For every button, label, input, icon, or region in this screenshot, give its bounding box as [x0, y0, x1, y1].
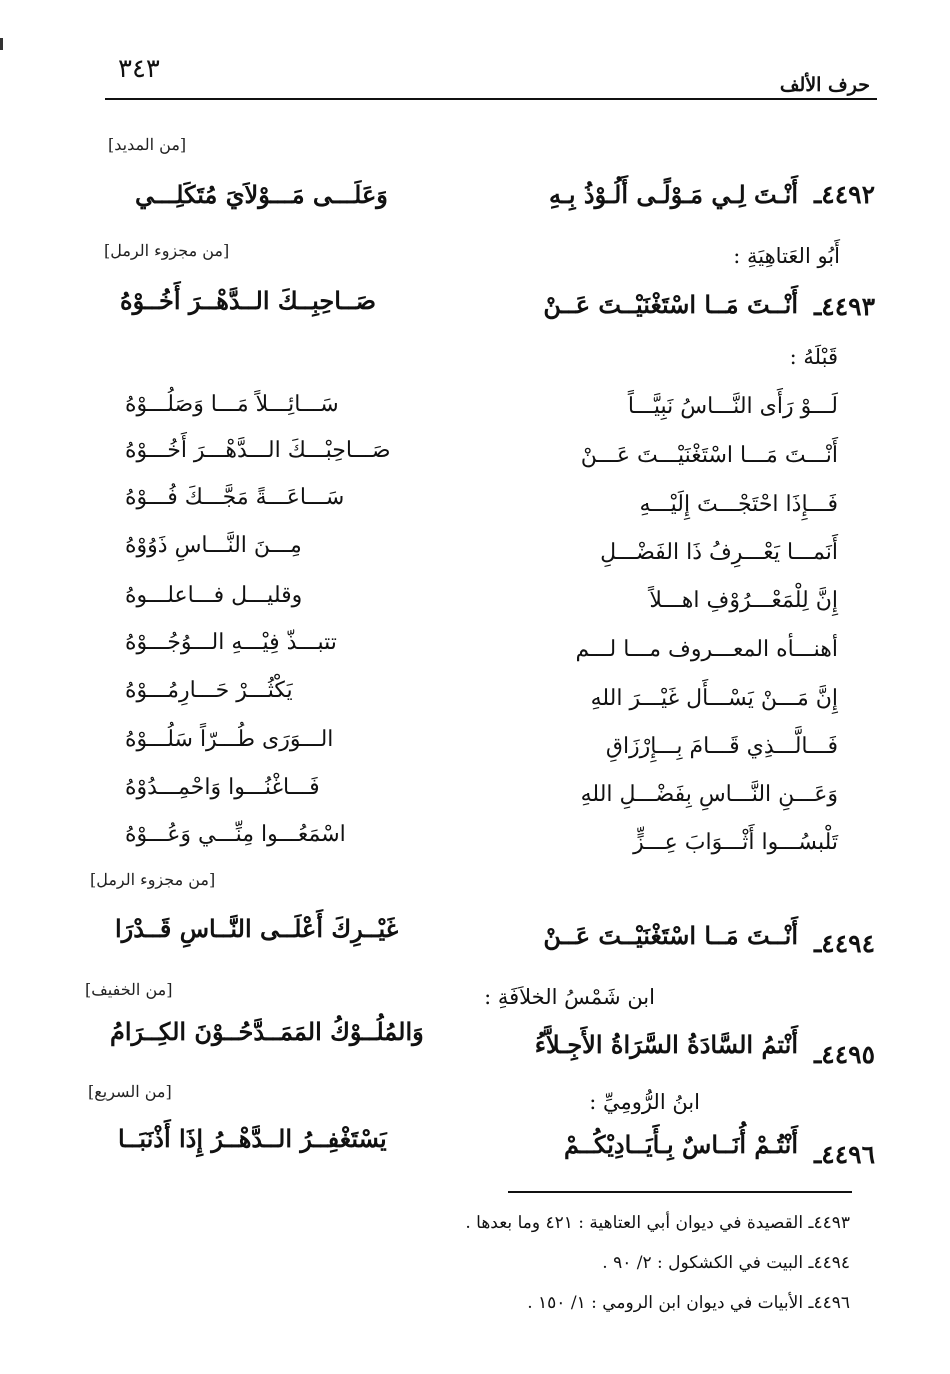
footnote-rule	[508, 1191, 852, 1193]
meter-label: [من المديد]	[108, 135, 187, 154]
section-title: حرف الألف	[779, 74, 870, 96]
poem-line-right: أَنْـــتَ مَـــا اسْتَغْنَيْـــتَ عَـــنْ	[580, 443, 838, 468]
verse-number: ٤٤٩٣ـ	[813, 292, 875, 321]
poem-line-left: صَـــاحِبْـــكَ الـــدَّهْـــرَ أَخُـــوْهُ	[125, 438, 391, 463]
poet-name: ابنُ الرُّومِيِّ :	[589, 1090, 700, 1114]
poem-line-left: اسْمَعُـــوا مِنِّـــي وَعُـــوْهُ	[125, 822, 346, 847]
poem-line-left: مِـــنَ النَّـــاسِ ذَوُوْهُ	[125, 533, 302, 558]
verse-number: ٤٤٩٤ـ	[813, 929, 875, 958]
footnote: ٤٤٩٣ـ القصيدة في ديوان أبي العتاهية : ٤٢١ وما بعدها .	[465, 1213, 850, 1233]
hemistich-right: أَنْــتَ مَــا اسْتَغْنَيْــتَ عَــنْ	[543, 921, 798, 950]
hemistich-right: أَنْتمُ السَّادَةُ السَّرَاةُ الأَجِـلاَّءُ	[534, 1030, 798, 1059]
poem-line-right: لَـــوْ رَأَى النَّـــاسُ نَبِيَّـــاً	[627, 394, 838, 419]
poem-line-left: يَكْثُـــرْ حَـــارِمُـــوْهُ	[125, 678, 293, 703]
poem-line-left: وقليـــل فـــاعلـــوهُ	[125, 583, 303, 608]
footnote: ٤٤٩٤ـ البيت في الكشكول : ٢/ ٩٠ .	[602, 1253, 850, 1273]
verse-number: ٤٤٩٦ـ	[813, 1140, 875, 1169]
meter-label: [من الخفيف]	[85, 980, 173, 999]
poem-line-right: تَلْبسُـــوا أَثْـــوَابَ عِـــزٍّ	[633, 830, 838, 855]
poem-line-right: أهنـــأه المعـــروف مـــا لـــم	[575, 637, 838, 662]
scan-edge-mark	[0, 38, 3, 50]
footnote: ٤٤٩٦ـ الأبيات في ديوان ابن الرومي : ١/ ١٥٠ .	[527, 1293, 850, 1313]
header-rule	[105, 98, 877, 100]
poem-line-right: فَـــإِذَا احْتَجْـــتَ إِلَيْـــهِ	[639, 492, 838, 517]
hemistich-left: غَيْــرِكَ أَعْلَــى النَّــاسِ قَــدْرَا	[115, 914, 399, 943]
poet-name: أَبُو العَتاهِيَةِ :	[733, 244, 840, 268]
verse-number: ٤٤٩٢ـ	[813, 180, 875, 209]
poem-line-right: إِنَّ لِلْمَعْـــرُوْفِ اهـــلاً	[649, 588, 838, 613]
meter-label: [من مجزوء الرمل]	[90, 870, 216, 889]
poem-line-left: تتبـــذّ فِيْـــهِ الـــوُجُـــوْهُ	[125, 630, 337, 655]
hemistich-left: صَــاحِبِــكَ الــدَّهْــرَ أَخُــوْهُ	[120, 286, 376, 315]
qablahu-label: قَبْلَهُ :	[789, 345, 838, 369]
hemistich-left: يَسْتَغْفِــرُ الــدَّهْــرُ إِذَا أَذْنَبَــا	[118, 1124, 387, 1153]
hemistich-right: أَنْتُـمْ أُنَــاسٌ بِـأَيَــادِيْكُــمْ	[563, 1130, 798, 1159]
poem-line-left: سَـــاعَـــةً مَجَّـــكَ فُـــوْهُ	[125, 485, 345, 510]
hemistich-left: وَعَلَـــى مَـــوْلاَيَ مُتَكَلِـــي	[135, 180, 388, 209]
poem-line-left: سَـــائِـــلاً مَـــا وَصَلُـــوْهُ	[125, 392, 339, 417]
page-number: ٣٤٣	[118, 54, 160, 84]
hemistich-right: أَنْــتَ مَــا اسْتَغْنَيْــتَ عَــنْ	[543, 290, 798, 319]
hemistich-left: وَالمُلُــوْكُ المَمَــدَّحُــوْنَ الكِــرَامُ	[110, 1017, 424, 1046]
meter-label: [من مجزوء الرمل]	[104, 241, 230, 260]
poet-name: ابن شَمْسُ الخلاَفَةِ :	[484, 985, 655, 1009]
poem-line-right: أَنَمـــا يَعْـــرِفُ ذَا الفَضْـــلِ	[600, 540, 838, 565]
poem-line-right: وَعَـــنِ النَّـــاسِ بِفَضْـــلِ اللهِ	[580, 782, 838, 807]
poem-line-left: فَـــاغْنُـــوا وَاحْمِـــدُوْهُ	[125, 775, 320, 800]
poem-line-left: الـــوَرَى طُـــرّاً سَلُـــوْهُ	[125, 727, 334, 752]
verse-number: ٤٤٩٥ـ	[813, 1040, 875, 1069]
poem-line-right: فَـــالَّـــذِي قَـــامَ بِـــإِرْزَاقِ	[605, 734, 838, 759]
hemistich-right: أَنْـتَ لِـي مَـوْلًـى أَلُـوْذُ بِـهِ	[548, 180, 798, 209]
poem-line-right: إِنَّ مَـــنْ يَسْـــأَل غَيْـــرَ اللهِ	[590, 686, 838, 711]
meter-label: [من السريع]	[88, 1082, 172, 1101]
